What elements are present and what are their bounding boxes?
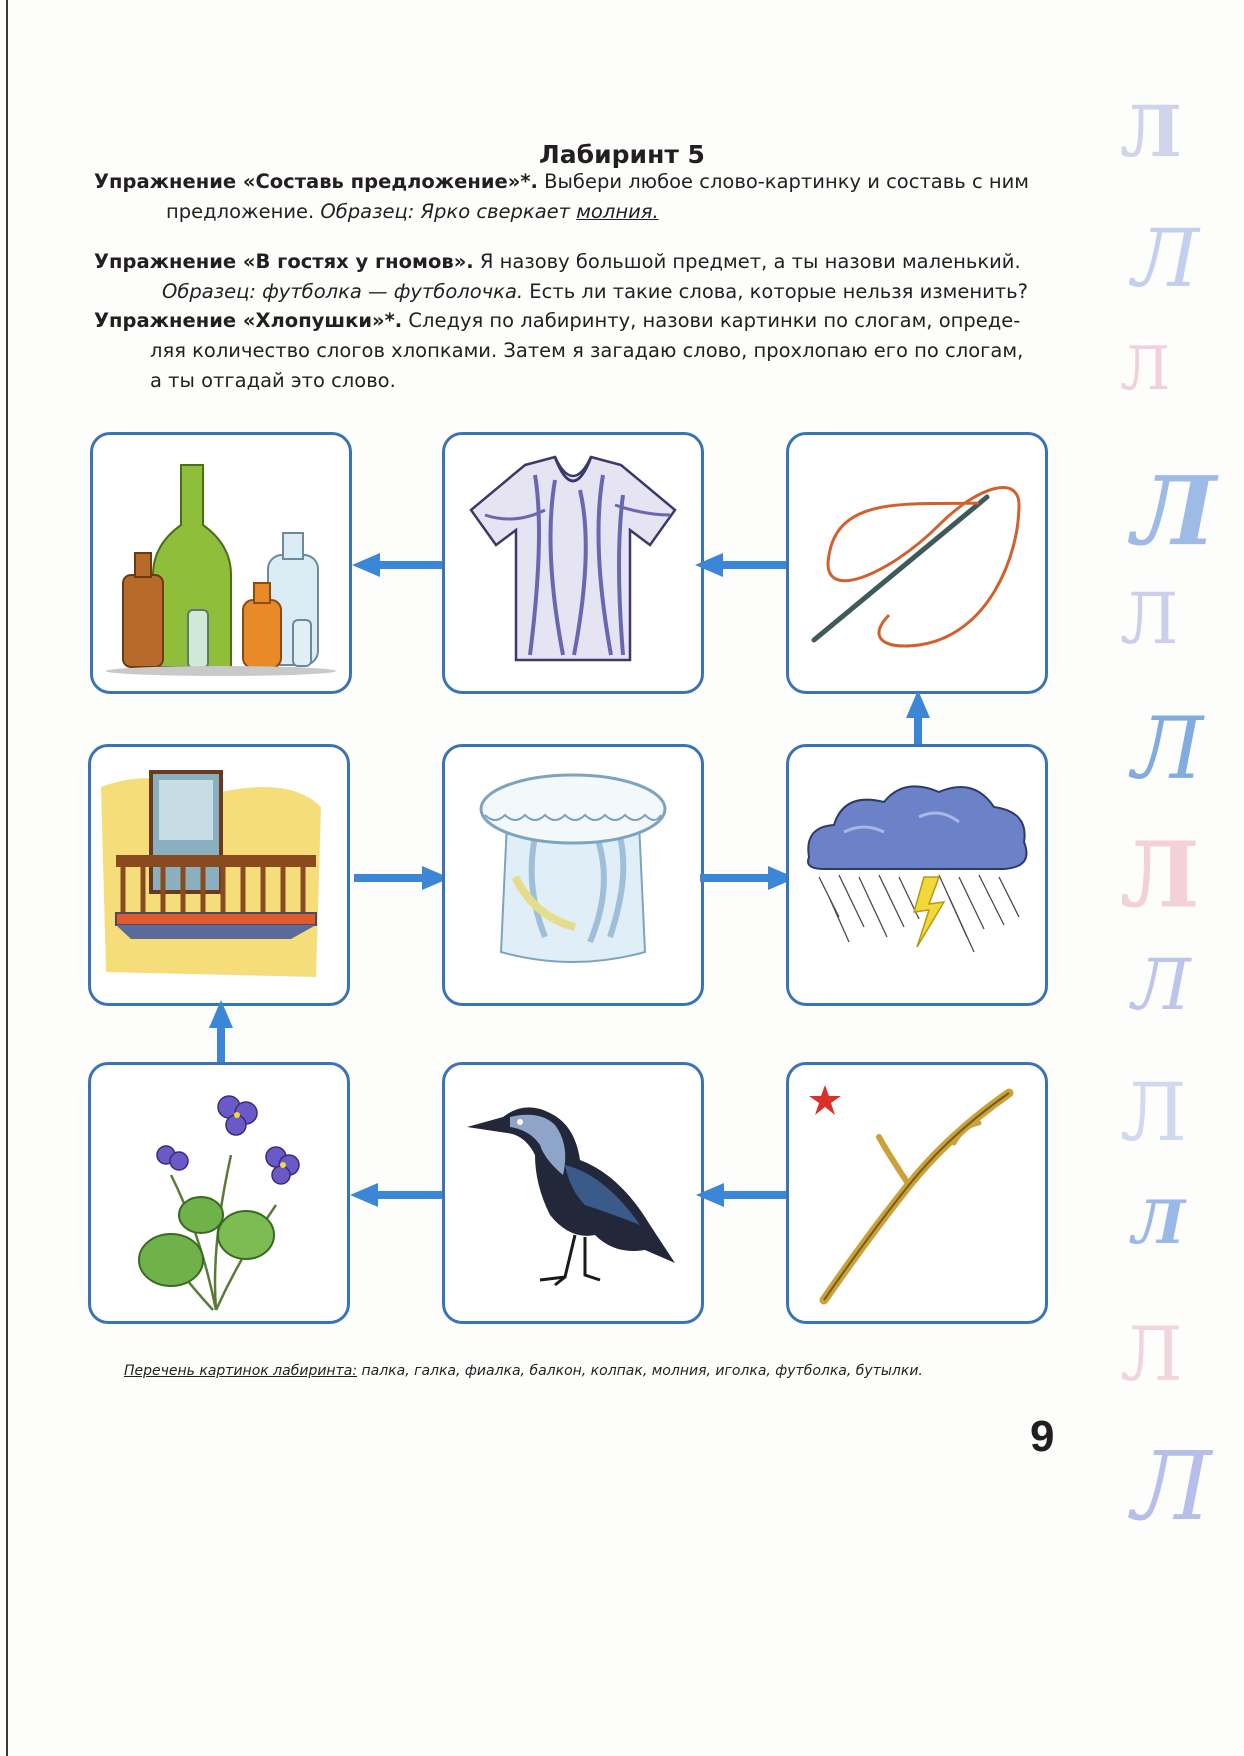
decor-letter: Л — [1120, 1066, 1187, 1159]
decor-letter: Л — [1120, 822, 1200, 928]
maze-card-jackdaw[interactable] — [442, 1062, 704, 1324]
violet-flower-icon — [91, 1065, 347, 1321]
decor-letter: Л — [1120, 578, 1179, 660]
maze-card-bottles[interactable] — [90, 432, 352, 694]
tshirt-icon — [445, 435, 701, 691]
maze-card-thundercloud[interactable] — [786, 744, 1048, 1006]
picture-list-label: Перечень картинок лабиринта: — [124, 1363, 358, 1379]
needle-icon — [789, 435, 1045, 691]
exercise-3-text-2: ляя количество слогов хлопками. Затем я загадаю слово, прохлопаю его по слогам, — [150, 339, 1024, 362]
arrow-right-icon — [696, 863, 796, 893]
decor-letter: Л — [1132, 944, 1191, 1026]
bottles-icon — [93, 435, 349, 691]
exercise-2-example: Образец: футболка — футболочка. — [162, 280, 524, 303]
decor-letter: Л — [1120, 90, 1182, 173]
exercise-2 — [94, 247, 1059, 307]
thundercloud-icon — [789, 747, 1045, 1003]
page-title: Лабиринт 5 — [539, 140, 705, 169]
maze-card-cap[interactable] — [442, 744, 704, 1006]
exercise-1-example-word: молния. — [576, 200, 659, 223]
jackdaw-icon — [445, 1065, 701, 1321]
decor-letter: Л — [1132, 1432, 1212, 1542]
arrow-left-icon — [350, 1180, 446, 1210]
exercise-1 — [94, 167, 1059, 227]
exercise-1-text: Выбери любое слово-картинку и составь с ним — [537, 170, 1029, 193]
exercise-1-text-2: предложение. — [166, 200, 321, 223]
decor-letter: Л — [1132, 700, 1203, 799]
exercise-3-name: Упражнение «Хлопушки»*. — [94, 309, 403, 332]
exercise-2-text-2: Есть ли такие слова, которые нельзя изменить? — [523, 280, 1028, 303]
maze-card-tshirt[interactable] — [442, 432, 704, 694]
balcony-icon — [91, 747, 347, 1003]
star-icon — [809, 1085, 841, 1115]
arrow-right-icon — [350, 863, 450, 893]
decor-letter: Л — [1120, 1310, 1183, 1398]
maze-card-needle[interactable] — [786, 432, 1048, 694]
arrow-up-icon — [206, 1000, 236, 1068]
maze-card-balcony[interactable] — [88, 744, 350, 1006]
arrow-left-icon — [696, 1180, 792, 1210]
exercise-1-example: Образец: Ярко сверкает — [320, 200, 577, 223]
exercise-3-text-3: а ты отгадай это слово. — [150, 369, 396, 392]
maze-card-violet[interactable] — [88, 1062, 350, 1324]
exercise-3-text: Следуя по лабиринту, назови картинки по слогам, опреде- — [402, 309, 1021, 332]
decor-letter: Л — [1132, 1188, 1186, 1258]
maze-card-stick[interactable] — [786, 1062, 1048, 1324]
page-number: 9 — [1030, 1412, 1055, 1461]
decorative-letters-strip — [1120, 90, 1244, 1590]
picture-list-text: палка, галка, фиалка, балкон, колпак, молния, иголка, футболка, бутылки. — [357, 1363, 923, 1379]
decor-letter: Л — [1132, 212, 1199, 305]
cap-icon — [445, 747, 701, 1003]
stick-icon — [789, 1065, 1045, 1321]
exercise-2-name: Упражнение «В гостях у гномов». — [94, 250, 474, 273]
decor-letter: Л — [1132, 456, 1217, 567]
exercise-1-name: Упражнение «Составь предложение»*. — [94, 170, 538, 193]
exercise-3 — [94, 306, 1059, 396]
arrow-left-icon — [352, 550, 448, 580]
page-edge-line — [6, 0, 8, 1756]
picture-list-footer — [124, 1363, 1044, 1379]
decor-letter: Л — [1120, 334, 1171, 404]
arrow-left-icon — [695, 550, 791, 580]
exercise-2-text: Я назову большой предмет, а ты назови маленький. — [473, 250, 1021, 273]
